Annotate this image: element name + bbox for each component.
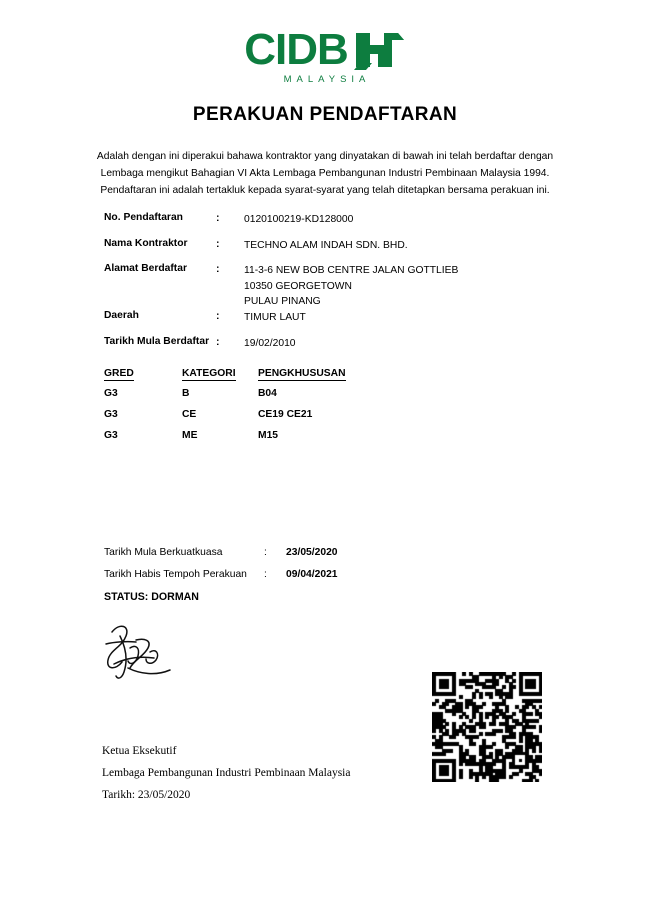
detail-value-line: 10350 GEORGETOWN — [244, 280, 352, 292]
page-title: PERAKUAN PENDAFTARAN — [192, 104, 458, 125]
detail-value — [244, 310, 306, 326]
table-row — [104, 430, 524, 451]
table-header-row — [104, 368, 524, 388]
detail-row — [104, 263, 574, 310]
signatory-block — [102, 740, 350, 806]
cell-pengkhususan: CE19 CE21 — [258, 409, 313, 420]
detail-row — [104, 238, 574, 254]
cell-pengkhususan: B04 — [258, 388, 277, 399]
column-header-pengkhususan-text: PENGKHUSUSAN — [258, 368, 346, 379]
detail-value — [244, 238, 408, 254]
detail-colon: : — [216, 212, 220, 224]
detail-colon: : — [216, 335, 220, 348]
detail-value — [244, 336, 296, 352]
detail-row — [104, 212, 574, 228]
cell-kategori: CE — [182, 409, 197, 420]
detail-label: No. Pendaftaran — [104, 212, 183, 223]
qr-code — [432, 672, 542, 782]
column-header-gred — [104, 368, 182, 388]
column-header-pengkhususan — [258, 368, 524, 388]
validity-end-colon: : — [264, 569, 267, 580]
signatory-date: Tarikh: 23/05/2020 — [102, 789, 191, 801]
cell-gred: G3 — [104, 388, 118, 399]
validity-block — [104, 547, 574, 603]
column-header-gred-text: GRED — [104, 368, 134, 379]
signatory-title: Ketua Eksekutif — [102, 745, 177, 757]
detail-label: Alamat Berdaftar — [104, 263, 187, 274]
validity-end-label: Tarikh Habis Tempoh Perakuan — [104, 569, 247, 580]
cidb-logo — [0, 25, 650, 85]
detail-value-line: PULAU PINANG — [244, 296, 321, 307]
cell-pengkhususan: M15 — [258, 430, 279, 441]
detail-label: Nama Kontraktor — [104, 237, 188, 249]
detail-value-line: TIMUR LAUT — [244, 312, 306, 323]
detail-colon: : — [216, 263, 220, 275]
detail-value-line: 19/02/2010 — [244, 337, 296, 349]
signatory-organisation: Lembaga Pembangunan Industri Pembinaan Malaysia — [102, 767, 351, 779]
cell-kategori: B — [182, 388, 190, 399]
detail-value-line: 11-3-6 NEW BOB CENTRE JALAN GOTTLIEB — [244, 265, 459, 276]
validity-start-label: Tarikh Mula Berkuatkuasa — [104, 547, 223, 558]
grade-table — [104, 368, 524, 451]
table-row — [104, 409, 524, 430]
detail-value-line: TECHNO ALAM INDAH SDN. BHD. — [244, 239, 408, 251]
validity-end-value: 09/04/2021 — [286, 569, 338, 580]
cell-gred: G3 — [104, 430, 118, 441]
detail-value-line: 0120100219-KD128000 — [244, 214, 354, 225]
column-header-kategori-text: KATEGORI — [182, 368, 236, 379]
cidb-h-mark-icon — [354, 29, 406, 71]
column-header-kategori — [182, 368, 258, 388]
validity-end-row — [104, 569, 574, 580]
handwritten-signature-icon — [100, 618, 230, 688]
detail-value — [244, 263, 458, 310]
detail-colon: : — [216, 310, 220, 322]
table-row — [104, 388, 524, 409]
detail-row — [104, 336, 574, 352]
logo-subtitle: MALAYSIA — [283, 74, 371, 85]
registration-details-secondary — [104, 310, 574, 361]
detail-row — [104, 310, 574, 326]
validity-start-colon: : — [264, 547, 267, 558]
registration-details — [104, 212, 574, 320]
cell-gred: G3 — [104, 409, 118, 420]
logo-row — [244, 25, 406, 74]
detail-label: Tarikh Mula Berdaftar — [104, 335, 210, 347]
detail-label: Daerah — [104, 310, 139, 321]
status-badge: STATUS: DORMAN — [104, 591, 199, 603]
logo-wordmark: CIDB — [244, 25, 348, 74]
detail-value — [244, 212, 353, 228]
validity-start-row — [104, 547, 574, 558]
intro-paragraph: Adalah dengan ini diperakui bahawa kontraktor yang dinyatakan di bawah ini telah berdaftar dengan Lembaga mengikut Bahagian VI Akta Lembaga Pembangunan Industri Pembinaan Malaysia 1994. Pendaftaran ini adalah tertakluk kepada syarat-syarat yang telah ditetapkan bersama perakuan ini. — [96, 151, 554, 196]
cell-kategori: ME — [182, 430, 198, 441]
detail-colon: : — [216, 237, 220, 250]
validity-start-value: 23/05/2020 — [286, 547, 338, 558]
